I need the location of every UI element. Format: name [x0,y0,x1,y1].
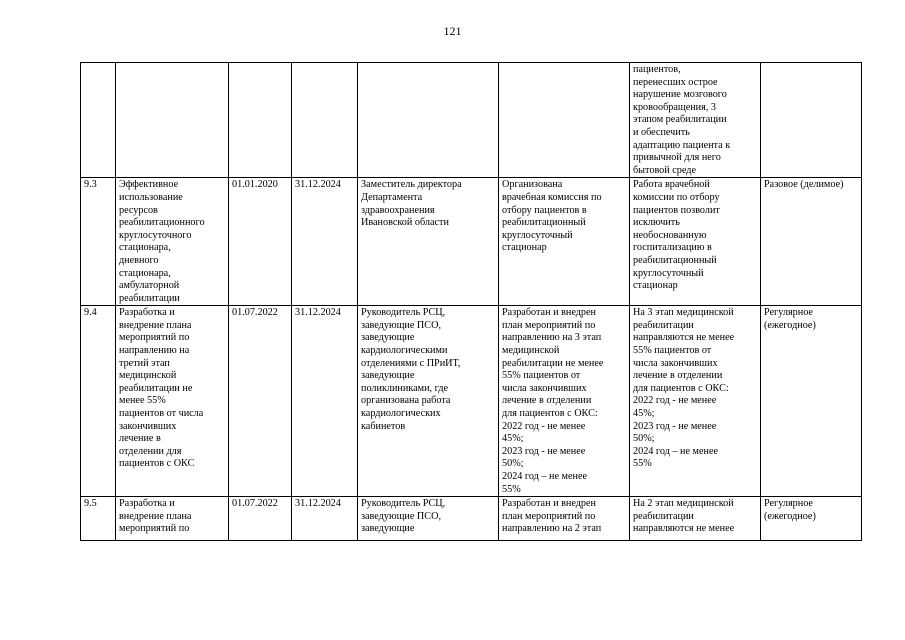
result-cell [499,63,630,178]
indicator-cell: пациентов, перенесших острое нарушение мозгового кровообращения, 3 этапом реабилитации и обеспечить адаптацию пациента к привычной для него бытовой среде [630,63,761,178]
event-cell: Разработка и внедрение плана мероприятий по [116,497,229,541]
start-date-cell: 01.01.2020 [229,178,292,306]
indicator-cell: Работа врачебной комиссии по отбору пациентов позволит исключить необоснованную госпитализацию в реабилитационный круглосуточный стационар [630,178,761,306]
type-cell [761,63,862,178]
result-cell: Разработан и внедрен план мероприятий по направлению на 2 этап [499,497,630,541]
result-cell: Организована врачебная комиссия по отбору пациентов в реабилитационный круглосуточный стационар [499,178,630,306]
table-row [81,306,862,497]
end-date-cell: 31.12.2024 [292,306,358,497]
row-number-cell [81,63,116,178]
event-cell: Эффективное использование ресурсов реабилитационного круглосуточного стационара, дневного стационара, амбулаторной реабилитации [116,178,229,306]
table-row [81,63,862,178]
table-row [81,497,862,541]
table-row [81,178,862,306]
responsible-cell: Руководитель РСЦ, заведующие ПСО, заведующие кардиологическими отделениями с ПРиИТ, заведующие поликлиниками, где организована работа кардиологических кабинетов [358,306,499,497]
row-number-cell: 9.4 [81,306,116,497]
responsible-cell: Заместитель директора Департамента здравоохранения Ивановской области [358,178,499,306]
row-number-cell: 9.5 [81,497,116,541]
start-date-cell: 01.07.2022 [229,497,292,541]
start-date-cell: 01.07.2022 [229,306,292,497]
end-date-cell: 31.12.2024 [292,497,358,541]
type-cell: Разовое (делимое) [761,178,862,306]
type-cell: Регулярное (ежегодное) [761,306,862,497]
indicator-cell: На 2 этап медицинской реабилитации направляются не менее [630,497,761,541]
result-cell: Разработан и внедрен план мероприятий по направлению на 3 этап медицинской реабилитации не менее 55% пациентов от числа закончивших лечение в отделении для пациентов с ОКС: 2022 год - не менее 45%; 2023 год - не менее 50%; 2024 год – не менее 55% [499,306,630,497]
event-cell [116,63,229,178]
event-cell: Разработка и внедрение плана мероприятий по направлению на третий этап медицинской реабилитации не менее 55% пациентов от числа закончивших лечение в отделении для пациентов с ОКС [116,306,229,497]
start-date-cell [229,63,292,178]
end-date-cell [292,63,358,178]
responsible-cell [358,63,499,178]
indicator-cell: На 3 этап медицинской реабилитации направляются не менее 55% пациентов от числа закончивших лечение в отделении для пациентов с ОКС: 2022 год - не менее 45%; 2023 год - не менее 50%; 2024 год – не менее 55% [630,306,761,497]
responsible-cell: Руководитель РСЦ, заведующие ПСО, заведующие [358,497,499,541]
end-date-cell: 31.12.2024 [292,178,358,306]
plan-table [80,62,862,541]
type-cell: Регулярное (ежегодное) [761,497,862,541]
page-number: 121 [443,24,462,38]
row-number-cell: 9.3 [81,178,116,306]
